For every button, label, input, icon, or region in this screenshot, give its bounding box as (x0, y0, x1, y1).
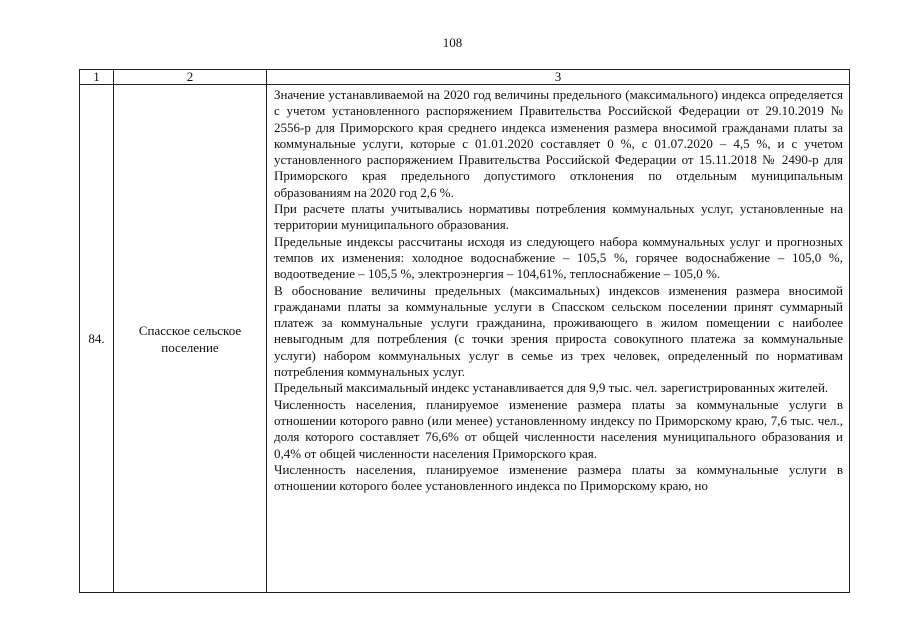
column-header-1: 1 (80, 70, 114, 85)
paragraph-justification: В обоснование величины предельных (максимальных) индексов изменения размера вносимой гражданами платы за коммунальные услуги в Спасском сельском поселении принят суммарный платеж за коммунальные услуги гражданина, проживающего в жилом помещении с наиболее невыгодным для потребления (с точки зрения прироста совокупного платежа за коммунальные услуги) набором коммунальных услуг в семье из трех человек, определенный по нормативам потребления коммунальных услуг. (274, 282, 843, 380)
row-number: 84. (80, 85, 114, 593)
description-cell (267, 85, 850, 593)
paragraph-registered-residents: Предельный максимальный индекс устанавливается для 9,9 тыс. чел. зарегистрированных жителей. (274, 380, 829, 396)
tariff-table (79, 69, 850, 593)
table-row (80, 85, 850, 593)
page-number: 108 (442, 35, 463, 50)
column-header-3: 3 (267, 70, 850, 85)
paragraph-index-value: Значение устанавливаемой на 2020 год величины предельного (максимального) индекса определяется с учетом установленного распоряжением Правительства Российской Федерации от 29.10.2019 № 2556-р для Приморского края среднего индекса изменения размера вносимой гражданами платы за коммунальные услуги, которые с 01.01.2020 составляет 0 %, с 01.07.2020 – 4,5 %, и с учетом установленного распоряжением Правительства Российской Федерации от 15.11.2018 № 2490-р для Приморского края предельного допустимого отклонения по отдельным муниципальным образованиям на 2020 год 2,6 %. (274, 87, 843, 200)
paragraph-consumption-norms: При расчете платы учитывались нормативы потребления коммунальных услуг, установленные на территории муниципального образования. (274, 201, 843, 233)
paragraph-population-below-index: Численность населения, планируемое изменение размера платы за коммунальные услуги в отношении которого равно (или менее) установленному индексу по Приморскому краю, 7,6 тыс. чел., доля которого составляет 76,6% от общей численности населения муниципального образования и 0,4% от общей численности населения Приморского края. (274, 396, 843, 461)
settlement-name: Спасское сельское поселение (114, 85, 267, 593)
paragraph-population-above-index: Численность населения, планируемое изменение размера платы за коммунальные услуги в отношении которого более установленного индекса по Приморскому краю, но (274, 461, 843, 494)
paragraph-service-rates: Предельные индексы рассчитаны исходя из следующего набора коммунальных услуг и прогнозных темпов их изменения: холодное водоснабжение – 105,5 %, горячее водоснабжение – 105,0 %, водоотведение – 105,5 %, электроэнергия – 104,61%, теплоснабжение – 105,0 %. (274, 233, 843, 282)
column-header-2: 2 (114, 70, 267, 85)
table-header-row (80, 70, 850, 85)
